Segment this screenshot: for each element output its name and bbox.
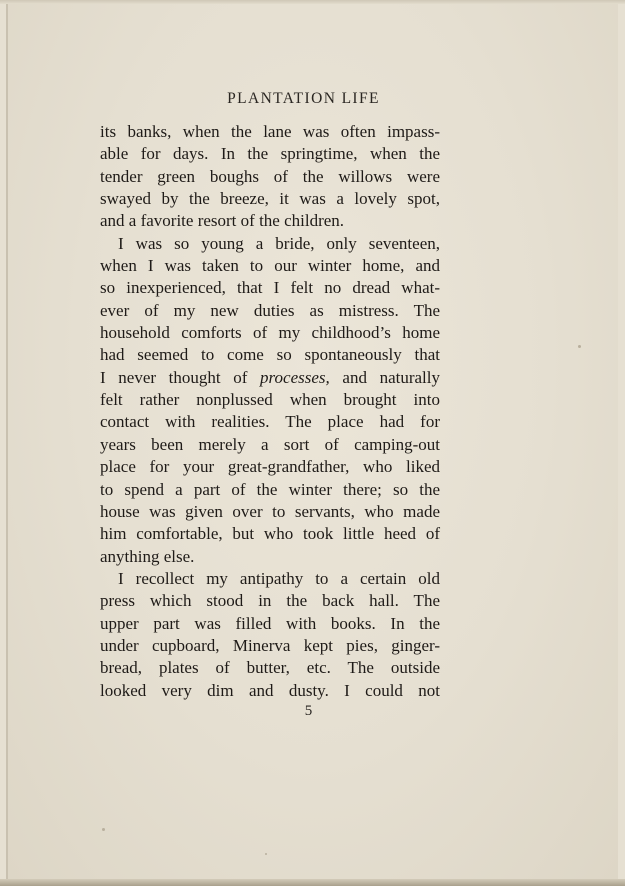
- text-line: under cupboard, Minerva kept pies, ginger-: [100, 635, 440, 655]
- text-line: I was so young a bride, only seventeen,: [118, 233, 440, 253]
- text-run: I never thought of: [100, 367, 261, 387]
- text-line: looked very dim and dusty. I could not: [100, 680, 440, 700]
- text-run: and naturally: [329, 367, 440, 387]
- text-line: swayed by the breeze, it was a lovely spot,: [100, 189, 440, 209]
- text-line: place for your great-grandfather, who liked: [100, 457, 440, 477]
- paper-speck: [102, 828, 105, 831]
- text-line: ever of my new duties as mistress. The: [100, 300, 440, 320]
- running-head: PLANTATION LIFE: [227, 90, 380, 107]
- text-line: press which stood in the back hall. The: [100, 591, 440, 611]
- text-line: when I was taken to our winter home, and: [100, 256, 440, 276]
- text-line: [100, 367, 440, 389]
- text-line: household comforts of my childhood’s home: [100, 323, 440, 343]
- text-line: him comfortable, but who took little heed of: [100, 524, 440, 544]
- text-line: house was given over to servants, who made: [100, 501, 440, 521]
- text-line: I recollect my antipathy to a certain old: [118, 568, 440, 588]
- text-line: contact with realities. The place had for: [100, 412, 440, 432]
- text-line: bread, plates of butter, etc. The outside: [100, 658, 440, 678]
- text-line: and a favorite resort of the children.: [100, 211, 345, 231]
- text-line: upper part was filled with books. In the: [100, 613, 440, 633]
- text-line: able for days. In the springtime, when the: [100, 144, 440, 164]
- text-line: years been merely a sort of camping-out: [100, 434, 440, 454]
- text-line: its banks, when the lane was often impass-: [100, 122, 440, 141]
- italic-word: processes,: [260, 367, 330, 387]
- page-top-edge: [0, 0, 625, 4]
- paper-speck: [265, 853, 267, 855]
- text-line: felt rather nonplussed when brought into: [100, 390, 440, 410]
- text-line: so inexperienced, that I felt no dread what-: [100, 278, 440, 298]
- body-text: [100, 121, 440, 702]
- page-number: 5: [304, 703, 313, 719]
- paper-speck: [578, 345, 581, 348]
- text-line: tender green boughs of the willows were: [100, 166, 440, 186]
- text-line: had seemed to come so spontaneously that: [100, 345, 440, 365]
- text-line: to spend a part of the winter there; so the: [100, 479, 440, 499]
- text-line: anything else.: [100, 546, 195, 566]
- page-bottom-edge: [0, 879, 625, 886]
